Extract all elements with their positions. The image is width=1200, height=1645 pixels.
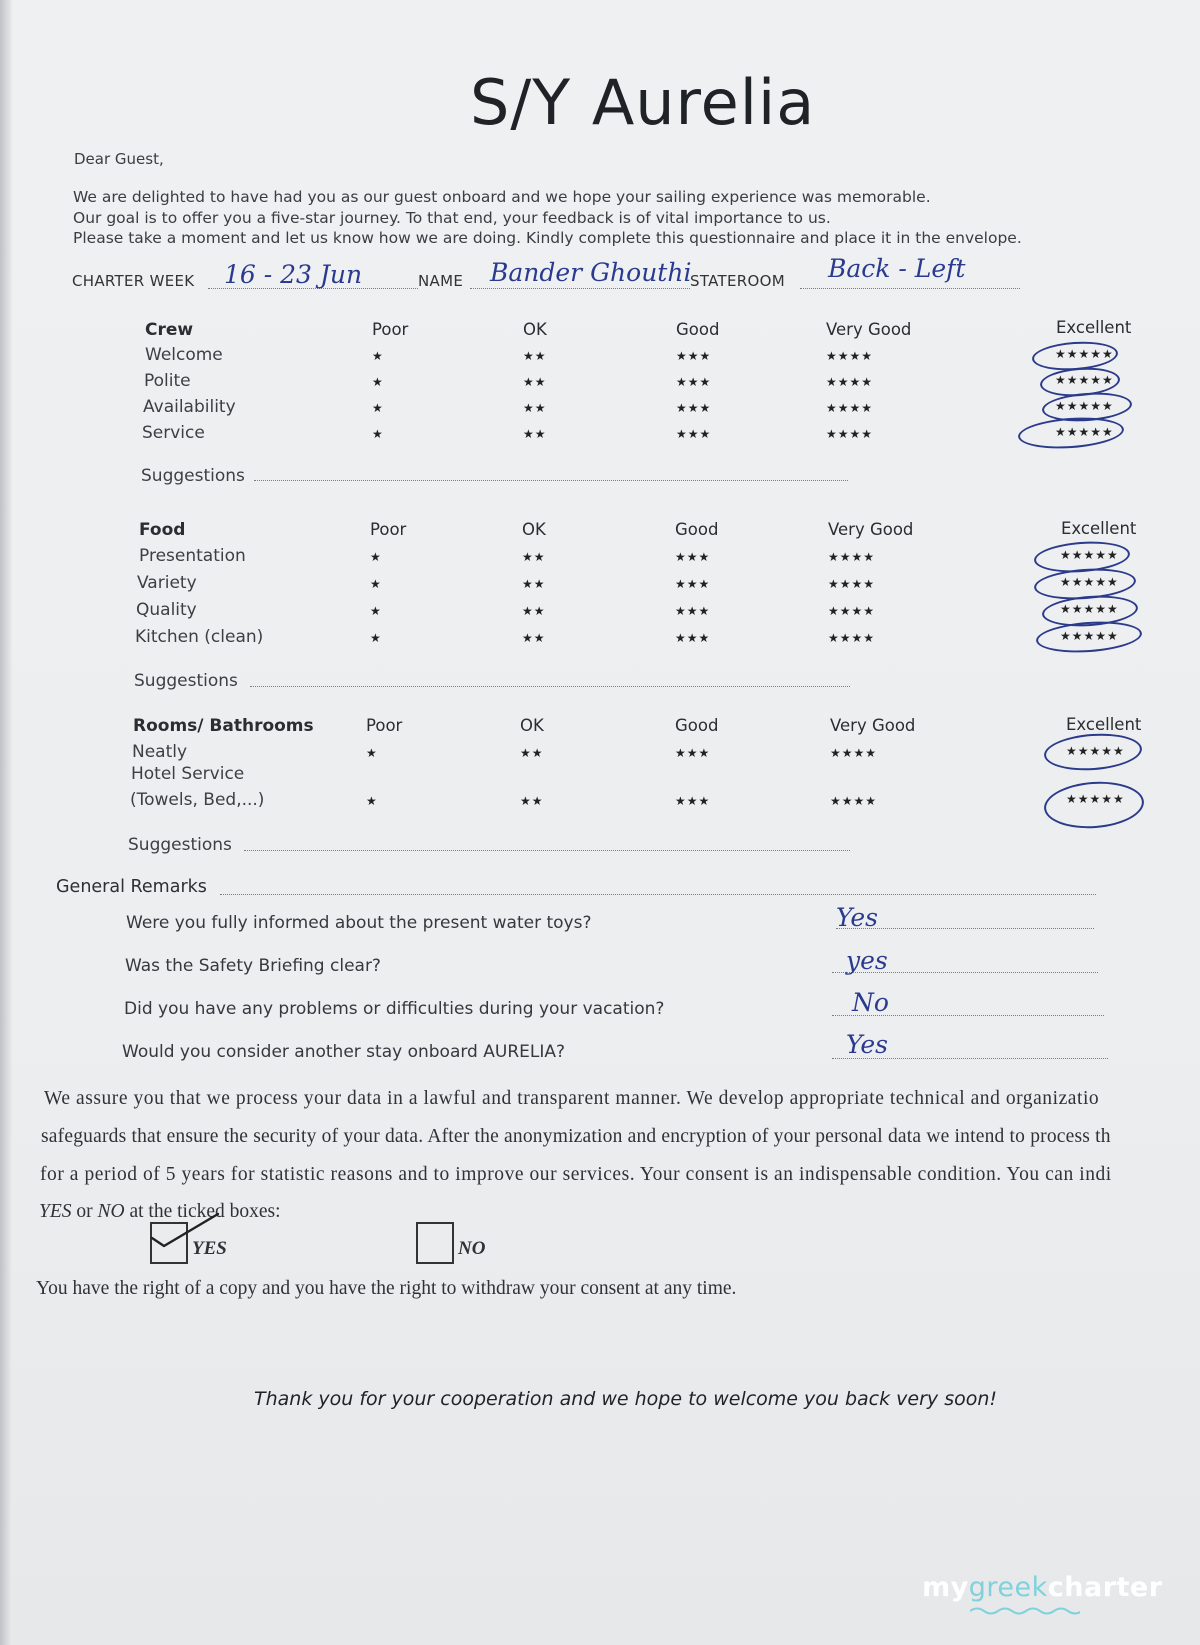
star-option-poor[interactable]: ★ xyxy=(366,746,378,760)
logo-part-2: greek xyxy=(968,1572,1048,1603)
star-option-good[interactable]: ★★★ xyxy=(675,631,711,645)
header-excellent: Excellent xyxy=(1061,519,1137,538)
legal-line-1: We assure you that we process your data in a lawful and transparent manner. We develop appropriate technical and organizatio xyxy=(44,1088,1100,1109)
star-option-poor[interactable]: ★ xyxy=(372,427,384,441)
star-option-excellent[interactable]: ★★★★★ xyxy=(1060,602,1119,616)
food-item-kitchen: Kitchen (clean) xyxy=(135,627,264,647)
intro-line-3: Please take a moment and let us know how we are doing. Kindly complete this questionnaire and place it in the envelope. xyxy=(73,229,1022,247)
star-option-excellent[interactable]: ★★★★★ xyxy=(1066,744,1125,758)
header-ok: OK xyxy=(522,520,546,539)
food-suggestions-line[interactable] xyxy=(250,686,850,687)
selection-circle xyxy=(1017,414,1125,451)
star-option-poor[interactable]: ★ xyxy=(370,577,382,591)
star-option-excellent[interactable]: ★★★★★ xyxy=(1060,629,1119,643)
food-item-presentation: Presentation xyxy=(139,546,246,566)
rooms-suggestions-line[interactable] xyxy=(244,850,850,851)
star-option-very-good[interactable]: ★★★★ xyxy=(828,631,876,645)
header-good: Good xyxy=(676,320,720,339)
charter-week-label: CHARTER WEEK xyxy=(72,272,195,290)
star-option-very-good[interactable]: ★★★★ xyxy=(826,375,874,389)
star-option-very-good[interactable]: ★★★★ xyxy=(826,349,874,363)
star-option-good[interactable]: ★★★ xyxy=(676,427,712,441)
star-option-good[interactable]: ★★★ xyxy=(675,604,711,618)
consent-prompt-yes: YES xyxy=(39,1201,72,1222)
star-option-very-good[interactable]: ★★★★ xyxy=(828,604,876,618)
crew-item-welcome: Welcome xyxy=(145,345,223,365)
star-option-good[interactable]: ★★★ xyxy=(675,746,711,760)
consent-yes-label: YES xyxy=(192,1238,227,1259)
name-label: NAME xyxy=(418,272,464,290)
star-option-ok[interactable]: ★★ xyxy=(523,349,547,363)
star-option-good[interactable]: ★★★ xyxy=(675,794,711,808)
intro-line-2: Our goal is to offer you a five-star journey. To that end, your feedback is of vital importance to us. xyxy=(73,209,831,227)
star-option-excellent[interactable]: ★★★★★ xyxy=(1055,399,1114,413)
star-option-good[interactable]: ★★★ xyxy=(676,349,712,363)
question-3: Did you have any problems or difficulties during your vacation? xyxy=(124,999,665,1019)
legal-line-3: for a period of 5 years for statistic reasons and to improve our services. Your consent is an indispensable condition. You can indi xyxy=(40,1164,1112,1185)
question-2: Was the Safety Briefing clear? xyxy=(125,956,381,976)
crew-item-availability: Availability xyxy=(143,397,236,417)
consent-prompt-no: NO xyxy=(97,1201,125,1222)
food-item-quality: Quality xyxy=(136,600,197,620)
section-crew-title: Crew xyxy=(145,320,194,340)
rooms-item-neatly: Neatly xyxy=(132,742,188,762)
star-option-poor[interactable]: ★ xyxy=(366,794,378,808)
star-option-excellent[interactable]: ★★★★★ xyxy=(1066,792,1125,806)
section-rooms-title: Rooms/ Bathrooms xyxy=(133,716,314,736)
general-remarks-label: General Remarks xyxy=(56,877,207,897)
general-remarks-line[interactable] xyxy=(220,894,1096,895)
star-option-good[interactable]: ★★★ xyxy=(675,577,711,591)
rooms-item-hotel-service: Hotel Service xyxy=(131,764,245,784)
mygreekcharter-logo xyxy=(922,1572,1163,1603)
star-option-good[interactable]: ★★★ xyxy=(675,550,711,564)
star-option-very-good[interactable]: ★★★★ xyxy=(830,746,878,760)
header-excellent: Excellent xyxy=(1056,318,1132,337)
star-option-very-good[interactable]: ★★★★ xyxy=(828,550,876,564)
star-option-poor[interactable]: ★ xyxy=(372,375,384,389)
question-4: Would you consider another stay onboard AURELIA? xyxy=(122,1042,566,1062)
star-option-ok[interactable]: ★★ xyxy=(523,427,547,441)
header-poor: Poor xyxy=(372,320,409,339)
rights-text: You have the right of a copy and you have the right to withdraw your consent at any time. xyxy=(36,1278,737,1299)
question-1: Were you fully informed about the present water toys? xyxy=(126,913,592,933)
header-ok: OK xyxy=(523,320,547,339)
wave-icon xyxy=(970,1606,1080,1616)
logo-part-1: my xyxy=(922,1572,969,1603)
star-option-ok[interactable]: ★★ xyxy=(523,375,547,389)
star-option-poor[interactable]: ★ xyxy=(370,631,382,645)
star-option-ok[interactable]: ★★ xyxy=(522,577,546,591)
star-option-good[interactable]: ★★★ xyxy=(676,375,712,389)
star-option-very-good[interactable]: ★★★★ xyxy=(826,401,874,415)
answer-1[interactable]: Yes xyxy=(836,903,878,932)
consent-no-label: NO xyxy=(458,1238,486,1259)
consent-prompt-mid: or xyxy=(71,1201,98,1222)
stateroom-value[interactable]: Back - Left xyxy=(828,254,966,283)
star-option-very-good[interactable]: ★★★★ xyxy=(828,577,876,591)
rooms-suggestions-label: Suggestions xyxy=(128,835,232,855)
greeting: Dear Guest, xyxy=(74,150,164,168)
food-suggestions-label: Suggestions xyxy=(134,671,238,691)
header-excellent: Excellent xyxy=(1066,715,1142,734)
answer-3[interactable]: No xyxy=(852,988,889,1017)
name-value[interactable]: Bander Ghouthi xyxy=(490,258,692,287)
star-option-poor[interactable]: ★ xyxy=(370,604,382,618)
star-option-excellent[interactable]: ★★★★★ xyxy=(1055,347,1114,361)
star-option-very-good[interactable]: ★★★★ xyxy=(830,794,878,808)
intro-line-1: We are delighted to have had you as our guest onboard and we hope your sailing experience was memorable. xyxy=(73,188,931,206)
consent-no-checkbox[interactable] xyxy=(416,1222,454,1264)
crew-item-service: Service xyxy=(142,423,205,443)
star-option-poor[interactable]: ★ xyxy=(372,349,384,363)
star-option-excellent[interactable]: ★★★★★ xyxy=(1055,373,1114,387)
header-poor: Poor xyxy=(366,716,403,735)
section-food-title: Food xyxy=(139,520,186,540)
stateroom-label: STATEROOM xyxy=(690,272,785,290)
header-good: Good xyxy=(675,520,719,539)
selection-circle xyxy=(1035,618,1143,655)
star-option-poor[interactable]: ★ xyxy=(370,550,382,564)
crew-suggestions-line[interactable] xyxy=(254,480,848,481)
star-option-ok[interactable]: ★★ xyxy=(520,794,544,808)
star-option-ok[interactable]: ★★ xyxy=(522,550,546,564)
consent-prompt-end: at the ticked boxes: xyxy=(124,1201,281,1222)
legal-line-2: safeguards that ensure the security of your data. After the anonymization and encryption of your personal data we intend to process th xyxy=(41,1126,1111,1147)
star-option-ok[interactable]: ★★ xyxy=(523,401,547,415)
star-option-poor[interactable]: ★ xyxy=(372,401,384,415)
header-good: Good xyxy=(675,716,719,735)
star-option-ok[interactable]: ★★ xyxy=(520,746,544,760)
star-option-good[interactable]: ★★★ xyxy=(676,401,712,415)
star-option-excellent[interactable]: ★★★★★ xyxy=(1055,425,1114,439)
crew-item-polite: Polite xyxy=(144,371,191,391)
page-title: S/Y Aurelia xyxy=(470,66,816,139)
charter-week-value[interactable]: 16 - 23 Jun xyxy=(224,260,363,289)
header-very-good: Very Good xyxy=(826,320,912,339)
header-very-good: Very Good xyxy=(830,716,916,735)
header-very-good: Very Good xyxy=(828,520,914,539)
selection-circle xyxy=(1043,731,1143,774)
answer-2[interactable]: yes xyxy=(846,946,888,975)
star-option-ok[interactable]: ★★ xyxy=(522,631,546,645)
answer-4[interactable]: Yes xyxy=(846,1030,888,1059)
header-ok: OK xyxy=(520,716,544,735)
food-item-variety: Variety xyxy=(137,573,197,593)
selection-circle xyxy=(1043,779,1146,832)
header-poor: Poor xyxy=(370,520,407,539)
consent-yes-checkbox[interactable] xyxy=(150,1222,188,1264)
crew-suggestions-label: Suggestions xyxy=(141,466,245,486)
star-option-ok[interactable]: ★★ xyxy=(522,604,546,618)
star-option-very-good[interactable]: ★★★★ xyxy=(826,427,874,441)
rooms-item-towels-bed: (Towels, Bed,...) xyxy=(130,790,265,810)
logo-part-3: charter xyxy=(1047,1572,1163,1603)
star-option-excellent[interactable]: ★★★★★ xyxy=(1060,548,1119,562)
star-option-excellent[interactable]: ★★★★★ xyxy=(1060,575,1119,589)
thank-you-message: Thank you for your cooperation and we hope to welcome you back very soon! xyxy=(254,1388,998,1410)
